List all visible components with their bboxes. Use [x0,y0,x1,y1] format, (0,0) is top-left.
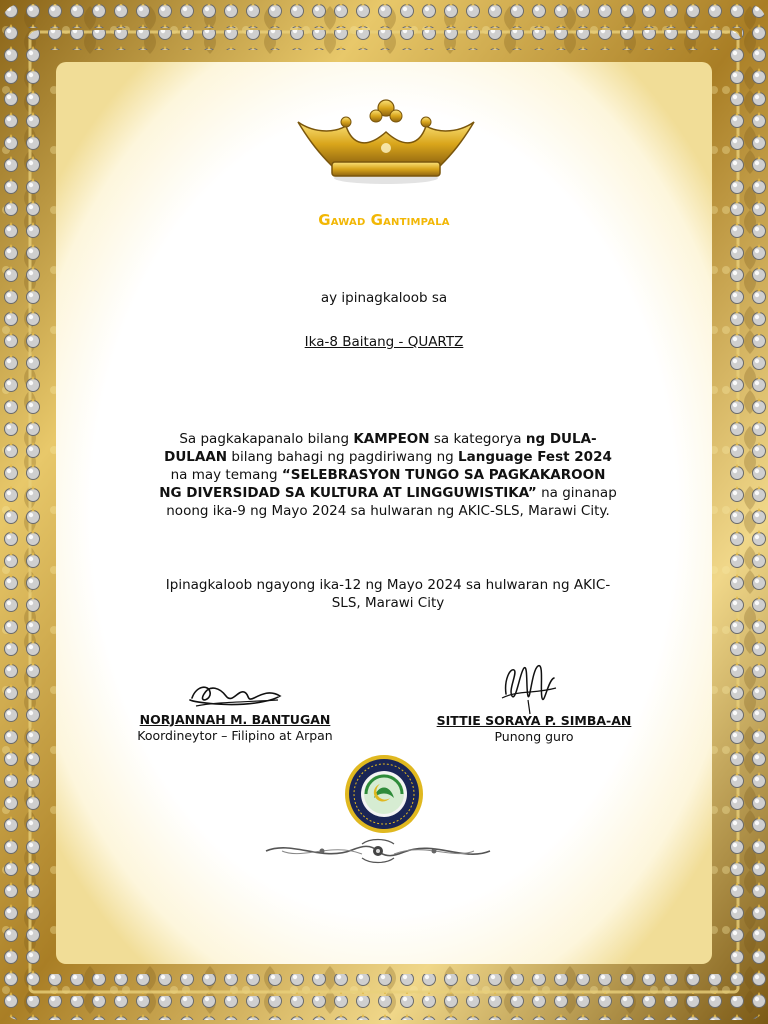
signature-right [498,660,558,716]
signatory-name: NORJANNAH M. BANTUGAN [139,712,331,727]
signature-left [186,680,284,712]
given-statement: Ipinagkaloob ngayong ika-12 ng Mayo 2024 sa hulwaran ng AKIC-SLS, Marawi City [165,577,611,611]
recipient-name: Ika-8 Baitang - QUARTZ [304,334,464,350]
signatory-role: Koordineytor – Filipino at Arpan [137,728,333,743]
ornamental-divider-icon [262,836,494,866]
school-seal-icon [344,754,424,834]
signatory-role: Punong guro [494,729,574,744]
citation-paragraph: Sa pagkakapanalo bilang KAMPEON sa kategorya ng DULA-DULAAN bilang bahagi ng pagdiriwang ng Language Fest 2024 na may temang “SELEBRASYON TUNGO SA PAGKAKAROON NG DIVERSIDAD SA KULTURA AT LINGGUWISTIKA” na ginanap noong ika-9 ng Mayo 2024 sa hulwaran ng AKIC-SLS, Marawi City. [159,431,617,519]
conferred-to-label: ay ipinagkaloob sa [320,290,448,306]
signatory-principal [420,713,648,744]
signatory-name: SITTIE SORAYA P. SIMBA-AN [436,713,632,728]
signatory-coordinator [124,712,346,743]
award-title: Gawad Gantimpala [318,211,450,229]
